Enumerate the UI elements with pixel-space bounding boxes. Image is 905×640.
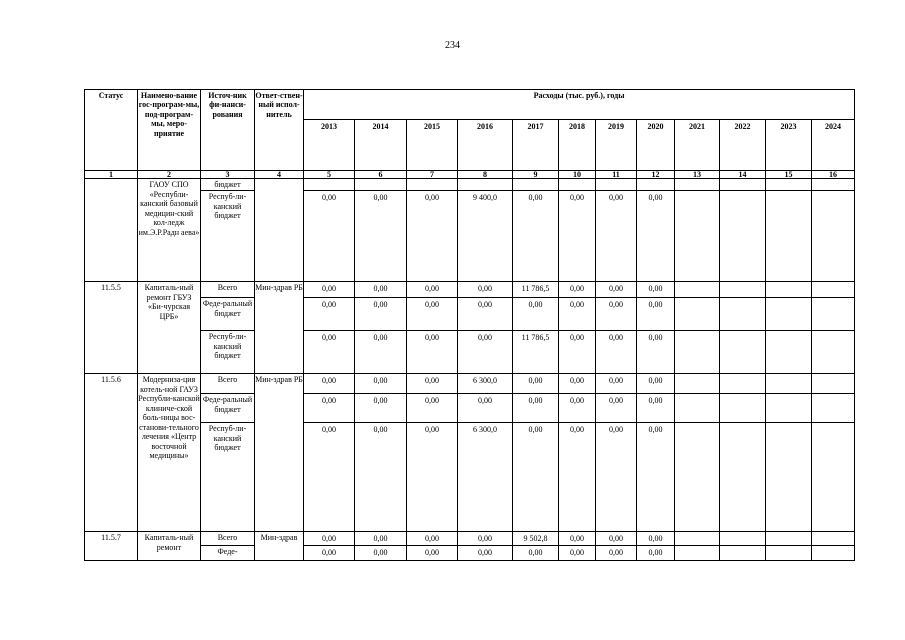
table-row [85,374,855,394]
amount-cell [720,191,766,282]
column-number: 13 [675,171,720,179]
amount-cell: 0,00 [407,532,458,546]
table-row [85,298,855,331]
amount-cell: 0,00 [596,532,637,546]
amount-cell [812,532,855,546]
year-header: 2019 [596,120,637,171]
table-row [85,282,855,298]
amount-cell: 0,00 [355,374,407,394]
funding-source-cell: Респуб-ли-канский бюджет [201,331,255,374]
measure-name-cell: Капиталь-ный ремонт ГБУЗ «Би-чурская ЦРБ» [138,282,201,374]
amount-cell [812,374,855,394]
amount-cell [812,394,855,423]
amount-cell: 0,00 [559,282,596,298]
executor-cell: Мин-здрав РБ [255,374,304,532]
status-cell: 11.5.5 [85,282,138,374]
amount-cell: 0,00 [355,423,407,532]
amount-cell: 0,00 [513,394,559,423]
page-number: 234 [445,40,460,51]
amount-cell [812,546,855,561]
amount-cell [720,282,766,298]
column-number: 14 [720,171,766,179]
amount-cell [766,191,812,282]
column-number: 3 [201,171,255,179]
header-status: Статус [85,90,138,171]
column-number: 11 [596,171,637,179]
table-body [85,179,855,561]
amount-cell: 0,00 [458,532,513,546]
measure-name-cell: ГАОУ СПО «Республи-канский базовый медицин-ский кол-ледж им.Э.Р.Радн аева» [138,179,201,282]
amount-cell: 0,00 [304,423,355,532]
amount-cell [720,394,766,423]
amount-cell: 0,00 [596,191,637,282]
year-header: 2022 [720,120,766,171]
table-row [85,191,855,282]
amount-cell [407,179,458,191]
amount-cell [675,546,720,561]
table-row [85,331,855,374]
column-number: 2 [138,171,201,179]
amount-cell: 0,00 [559,331,596,374]
amount-cell: 0,00 [637,298,675,331]
funding-source-cell: Респуб-ли-канский бюджет [201,423,255,532]
amount-cell: 0,00 [304,374,355,394]
amount-cell: 11 786,5 [513,331,559,374]
amount-cell [675,179,720,191]
amount-cell: 0,00 [559,374,596,394]
amount-cell: 6 300,0 [458,423,513,532]
budget-table [84,89,855,561]
amount-cell: 0,00 [559,191,596,282]
amount-cell [675,191,720,282]
amount-cell: 0,00 [304,331,355,374]
column-number: 1 [85,171,138,179]
header-expenses: Расходы (тыс. руб.), годы [304,90,855,120]
amount-cell [766,394,812,423]
year-header: 2016 [458,120,513,171]
amount-cell: 0,00 [596,546,637,561]
amount-cell [675,532,720,546]
column-number: 8 [458,171,513,179]
amount-cell: 0,00 [355,191,407,282]
year-header: 2020 [637,120,675,171]
amount-cell [675,331,720,374]
amount-cell [720,179,766,191]
amount-cell: 0,00 [407,394,458,423]
amount-cell [675,374,720,394]
amount-cell [304,179,355,191]
status-cell: 11.5.7 [85,532,138,561]
amount-cell: 0,00 [304,532,355,546]
year-header: 2023 [766,120,812,171]
amount-cell: 0,00 [355,331,407,374]
amount-cell [812,282,855,298]
measure-name-cell: Капиталь-ный ремонт [138,532,201,561]
amount-cell: 0,00 [559,423,596,532]
column-number: 9 [513,171,559,179]
amount-cell: 0,00 [637,394,675,423]
column-number: 6 [355,171,407,179]
amount-cell [559,179,596,191]
year-header: 2015 [407,120,458,171]
amount-cell: 0,00 [637,374,675,394]
amount-cell: 0,00 [355,282,407,298]
executor-cell: Мин-здрав [255,532,304,561]
amount-cell [766,423,812,532]
header-executor: Ответ-ствен-ный испол-нитель [255,90,304,171]
amount-cell: 0,00 [637,282,675,298]
amount-cell [766,179,812,191]
amount-cell: 9 400,0 [458,191,513,282]
amount-cell: 0,00 [304,546,355,561]
amount-cell: 0,00 [304,191,355,282]
amount-cell: 11 786,5 [513,282,559,298]
amount-cell [766,532,812,546]
amount-cell: 0,00 [513,423,559,532]
year-header: 2021 [675,120,720,171]
amount-cell: 0,00 [513,546,559,561]
executor-cell [255,179,304,282]
amount-cell [355,179,407,191]
amount-cell: 0,00 [458,546,513,561]
column-number: 7 [407,171,458,179]
executor-cell: Мин-здрав РБ [255,282,304,374]
header-source: Источ-ник фи-нанси-рования [201,90,255,171]
amount-cell [513,179,559,191]
amount-cell [675,423,720,532]
amount-cell: 0,00 [458,331,513,374]
amount-cell [720,331,766,374]
amount-cell: 0,00 [559,298,596,331]
amount-cell: 0,00 [513,191,559,282]
amount-cell: 0,00 [407,546,458,561]
amount-cell [637,179,675,191]
amount-cell: 0,00 [559,546,596,561]
amount-cell: 0,00 [355,394,407,423]
amount-cell [458,179,513,191]
amount-cell: 0,00 [637,191,675,282]
amount-cell [766,546,812,561]
table-row [85,423,855,532]
amount-cell: 0,00 [596,282,637,298]
column-number: 10 [559,171,596,179]
amount-cell: 0,00 [407,298,458,331]
amount-cell: 0,00 [304,298,355,331]
amount-cell: 0,00 [355,532,407,546]
amount-cell: 0,00 [596,423,637,532]
amount-cell: 0,00 [637,423,675,532]
amount-cell [596,179,637,191]
amount-cell: 0,00 [304,282,355,298]
status-cell [85,179,138,282]
amount-cell [812,423,855,532]
amount-cell: 0,00 [637,546,675,561]
funding-source-cell: Всего [201,532,255,546]
amount-cell: 9 502,8 [513,532,559,546]
funding-source-cell: Респуб-ли-канский бюджет [201,191,255,282]
header-name: Наимено-вание гос-програм-мы, под-програм-мы, меро-приятие [138,90,201,171]
amount-cell [720,532,766,546]
amount-cell [675,282,720,298]
column-number: 12 [637,171,675,179]
amount-cell: 0,00 [559,394,596,423]
amount-cell: 0,00 [458,298,513,331]
amount-cell: 0,00 [513,374,559,394]
status-cell: 11.5.6 [85,374,138,532]
funding-source-cell: Феде-ральный бюджет [201,298,255,331]
amount-cell: 0,00 [596,394,637,423]
amount-cell [675,394,720,423]
amount-cell [766,374,812,394]
amount-cell [720,298,766,331]
funding-source-cell: Всего [201,374,255,394]
funding-source-cell: Всего [201,282,255,298]
amount-cell [812,179,855,191]
amount-cell [675,298,720,331]
amount-cell [720,423,766,532]
amount-cell: 0,00 [407,374,458,394]
amount-cell: 0,00 [407,331,458,374]
column-number: 16 [812,171,855,179]
funding-source-cell: Феде- [201,546,255,561]
amount-cell: 0,00 [559,532,596,546]
amount-cell [812,298,855,331]
amount-cell: 0,00 [596,374,637,394]
year-header: 2014 [355,120,407,171]
amount-cell: 0,00 [596,331,637,374]
year-header: 2024 [812,120,855,171]
funding-source-cell: бюджет [201,179,255,191]
amount-cell [720,546,766,561]
amount-cell: 0,00 [355,546,407,561]
year-header: 2018 [559,120,596,171]
column-number-row [85,171,855,179]
amount-cell [720,374,766,394]
amount-cell: 0,00 [407,423,458,532]
amount-cell [766,282,812,298]
table-row [85,546,855,561]
amount-cell: 0,00 [304,394,355,423]
table-row [85,532,855,546]
amount-cell: 0,00 [513,298,559,331]
table-row [85,179,855,191]
amount-cell: 0,00 [637,532,675,546]
amount-cell: 6 300,0 [458,374,513,394]
amount-cell: 0,00 [355,298,407,331]
year-header: 2017 [513,120,559,171]
amount-cell: 0,00 [637,331,675,374]
amount-cell: 0,00 [458,394,513,423]
table-row [85,394,855,423]
column-number: 5 [304,171,355,179]
amount-cell [812,191,855,282]
column-number: 15 [766,171,812,179]
amount-cell: 0,00 [407,191,458,282]
amount-cell: 0,00 [596,298,637,331]
amount-cell [766,331,812,374]
column-number: 4 [255,171,304,179]
amount-cell [766,298,812,331]
measure-name-cell: Модерниза-ция котель-ной ГАУЗ Республи-канской клиниче-ской боль-ницы вос-станови-тельного лечения «Центр восточной медицины» [138,374,201,532]
amount-cell: 0,00 [407,282,458,298]
amount-cell: 0,00 [458,282,513,298]
year-header: 2013 [304,120,355,171]
amount-cell [812,331,855,374]
funding-source-cell: Феде-ральный бюджет [201,394,255,423]
